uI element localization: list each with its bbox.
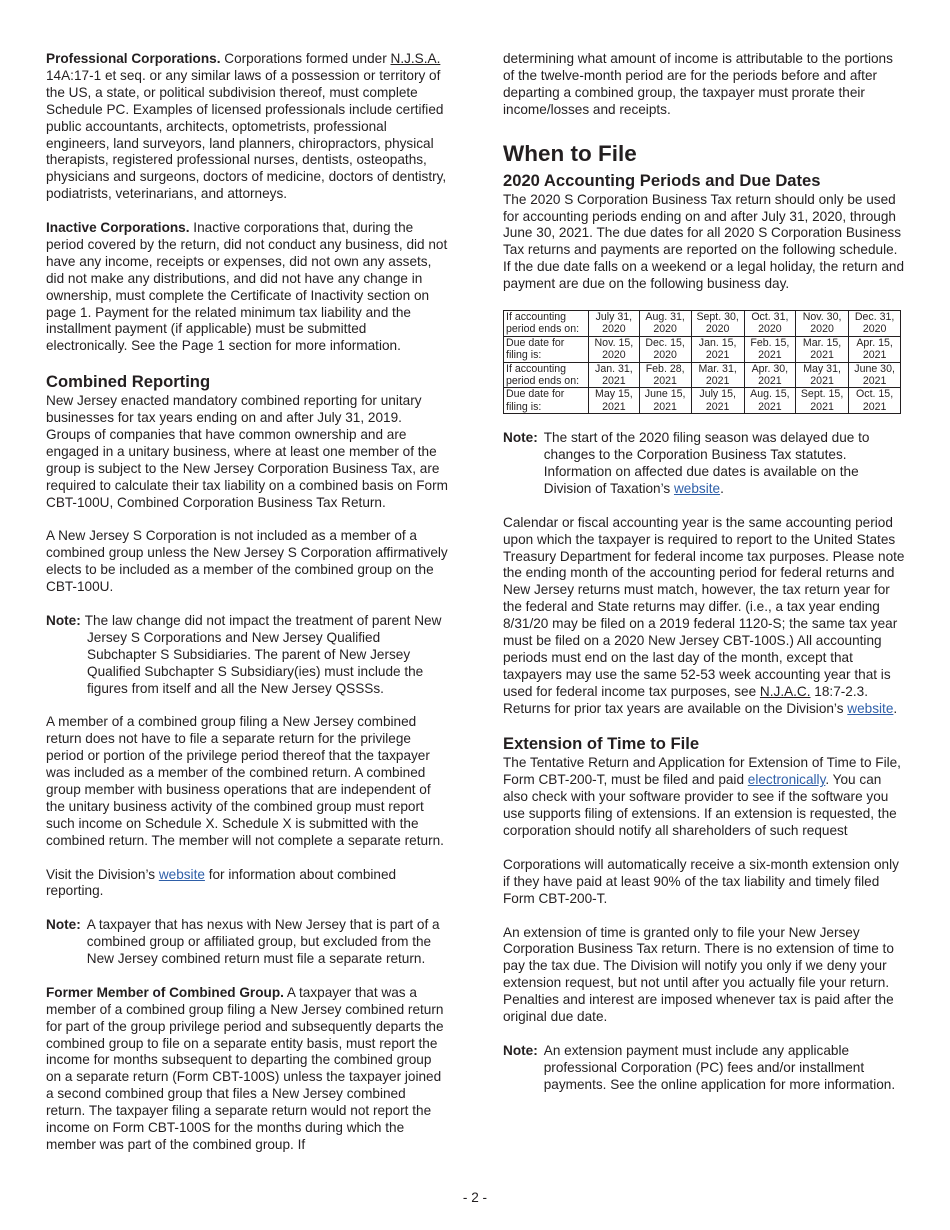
note-label: Note:	[46, 612, 81, 628]
combined-reporting-website-link[interactable]: website	[158, 866, 205, 882]
combined-reporting-paragraph-2: A New Jersey S Corporation is not included as a member of a combined group unless the New Jersey S Corporation affirmatively elects to be included as a member of the combined group on the CBT-100U.	[46, 528, 448, 595]
table-row	[504, 310, 901, 336]
continued-paragraph: determining what amount of income is attributable to the portions of the twelve-month period are for the periods before and after departing a combined group, the taxpayer must prorate their income/losses and receipts.	[503, 51, 893, 117]
table-cell: Oct. 31, 2020	[744, 310, 795, 336]
extension-paragraph-2: Corporations will automatically receive a six-month extension only if they have paid at least 90% of the tax liability and timely filed Form CBT-200-T.	[503, 856, 899, 906]
when-to-file-heading: When to File	[503, 140, 637, 166]
note-text: An extension payment must include any applicable professional Corporation (PC) fees and/or installment payments. See the online application for more information.	[543, 1042, 896, 1092]
calendar-fiscal-paragraph: Calendar or fiscal accounting year is the same accounting period upon which the taxpayer is required to report to the United States Treasury Department for federal income tax purposes. Please note the ending month of the accounting period for federal returns and New Jersey returns must match, however, the tax return year for the federal and State returns may differ. (i.e., a tax year ending 8/31/20 may be filed on a 2019 federal 1120-S; the same tax year must be filed on a 2020 New Jersey CBT-100S.) All accounting periods must end on the last day of the month, except that taxpayers may use the same 52-53 week accounting year that is used for federal income tax purposes, see N.J.A.C. 18:7-2.3. Returns for prior tax years are available on the Division’s website.	[503, 514, 905, 716]
professional-corporations-paragraph: Professional Corporations. Corporations formed under N.J.S.A. 14A:17-1 et seq. or any similar laws of a possession or territory of the US, a state, or political subdivision thereof, must complete Schedule PC. Examples of licensed professionals include certified public accountants, architects, optometrists, professional engineers, land surveyors, land planners, chiropractors, physical therapists, registered professional nurses, dentists, osteopaths, physicians and surgeons, doctors of medicine, doctors of dentistry, podiatrists, veterinarians, and attorneys.	[46, 51, 447, 202]
table-row-label: If accounting period ends on:	[504, 362, 589, 388]
note-label: Note:	[46, 917, 81, 933]
table-cell: June 30, 2021	[849, 362, 901, 388]
table-cell: Nov. 15, 2020	[589, 336, 640, 362]
table-row-label: If accounting period ends on:	[504, 310, 589, 336]
njac-reference: N.J.A.C.	[759, 683, 811, 699]
accounting-periods-paragraph: The 2020 S Corporation Business Tax return should only be used for accounting periods ending on and after July 31, 2020, through June 30, 2021. The due dates for all 2020 S Corporation Business Tax returns and payments are reported on the following schedule. If the due date falls on a weekend or a legal holiday, the return and payment are due on the following business day.	[503, 191, 905, 292]
page-number: - 2 -	[462, 1190, 488, 1205]
due-dates-table	[503, 310, 901, 414]
combined-reporting-paragraph-1: New Jersey enacted mandatory combined reporting for unitary businesses for tax years ending on and after July 31, 2019. Groups of companies that have common ownership and are engaged in a unitary business, where at least one member of the group is subject to the New Jersey Corporation Business Tax, are required to calculate their tax liability on a combined basis on Form CBT-100U, Combined Corporation Business Tax Return.	[46, 393, 448, 510]
note-text: A taxpayer that has nexus with New Jersey that is part of a combined group or affiliated group, but excluded from the New Jersey combined return must file a separate return.	[86, 917, 440, 967]
table-cell: Feb. 15, 2021	[744, 336, 795, 362]
njsa-reference: N.J.S.A.	[390, 51, 441, 66]
table-cell: Dec. 15, 2020	[639, 336, 691, 362]
note-label: Note:	[503, 1042, 538, 1058]
table-cell: May 15, 2021	[589, 388, 640, 414]
prior-years-website-link[interactable]: website	[847, 700, 894, 716]
accounting-periods-heading: 2020 Accounting Periods and Due Dates	[503, 170, 821, 190]
table-cell: Feb. 28, 2021	[639, 362, 691, 388]
table-cell: Apr. 30, 2021	[744, 362, 795, 388]
table-cell: Aug. 31, 2020	[639, 310, 691, 336]
note-extension-payment	[503, 1043, 905, 1094]
table-cell: Oct. 15, 2021	[849, 388, 901, 414]
left-column	[46, 51, 448, 1171]
note-text: The start of the 2020 filing season was delayed due to changes to the Corporation Business Tax statutes. Information on affected due dates is available on the Division of Taxation’s website.	[543, 430, 870, 496]
table-cell: Nov. 30, 2020	[795, 310, 848, 336]
table-cell: Apr. 15, 2021	[849, 336, 901, 362]
inactive-corporations-paragraph: Inactive Corporations. Inactive corporations that, during the period covered by the return, did not conduct any business, did not have any income, receipts or expenses, did not own any assets, did not make any distributions, and did not have any change in ownership, must complete the Certificate of Inactivity section on page 1. Payment for the related minimum tax liability and the installment payment (if applicable) must be submitted electronically. See the Page 1 section for more information.	[46, 220, 448, 354]
filing-season-website-link[interactable]: website	[673, 480, 721, 496]
extension-paragraph-1: The Tentative Return and Application for Extension of Time to File, Form CBT-200-T, must be filed and paid electronically. You can also check with your software provider to see if the software you use supports filing of extensions. If an extension is requested, the corporation should notify all shareholders of such request	[503, 755, 901, 839]
visit-division-paragraph: Visit the Division’s website for information about combined reporting.	[46, 866, 397, 899]
table-cell: Jan. 15, 2021	[691, 336, 744, 362]
table-cell: Aug. 15, 2021	[744, 388, 795, 414]
note-law-change	[46, 613, 448, 698]
professional-corporations-heading: Professional Corporations.	[46, 51, 221, 66]
electronically-link[interactable]: electronically	[747, 772, 826, 788]
former-member-paragraph: Former Member of Combined Group. A taxpayer that was a member of a combined group filing a New Jersey combined return for part of the group privilege period and subsequently departs the combined group to file on a separate entity basis, must report the income for months subsequent to departing the combined group on a separate return (Form CBT-100S) unless the taxpayer joined a second combined group that files a New Jersey combined return. The taxpayer filing a separate return would not report the income on Form CBT-100S for the months during which the member was part of the combined group. If	[46, 984, 444, 1152]
note-label: Note:	[503, 430, 538, 446]
table-cell: June 15, 2021	[639, 388, 691, 414]
table-cell: Sept. 30, 2020	[691, 310, 744, 336]
table-cell: Mar. 31, 2021	[691, 362, 744, 388]
extension-paragraph-3: An extension of time is granted only to file your New Jersey Corporation Business Tax return. There is no extension of time to pay the tax due. The Division will notify you only if we deny your extension request, but not until after you actually file your return. Penalties and interest are imposed whenever tax is paid after the original due date.	[503, 924, 894, 1025]
table-row	[504, 362, 901, 388]
table-cell: Jan. 31, 2021	[589, 362, 640, 388]
table-cell: July 15, 2021	[691, 388, 744, 414]
note-text: The law change did not impact the treatment of parent New Jersey S Corporations and New Jersey Qualified Subchapter S Subsidiaries. The parent of New Jersey Qualified Subchapter S Subsidiary(ies) must include the figures from itself and all the New Jersey QSSSs.	[84, 612, 442, 696]
inactive-corporations-heading: Inactive Corporations.	[46, 220, 190, 236]
table-cell: July 31, 2020	[589, 310, 640, 336]
table-row-label: Due date for filing is:	[504, 388, 589, 414]
table-cell: Mar. 15, 2021	[795, 336, 848, 362]
table-cell: Dec. 31, 2020	[849, 310, 901, 336]
table-row	[504, 388, 901, 414]
former-member-heading: Former Member of Combined Group.	[46, 984, 284, 1000]
note-nexus	[46, 917, 448, 968]
extension-heading: Extension of Time to File	[503, 734, 700, 754]
combined-reporting-paragraph-3: A member of a combined group filing a New Jersey combined return does not have to file a separate return for the privilege period or portion of the privilege period thereof that the taxpayer was included as a member of the combined return. A combined group member with business operations that are independent of the unitary business activity of the combined group must report such income on Schedule X. Schedule X is submitted with the combined return. The member will not complete a separate return.	[46, 714, 444, 848]
table-row	[504, 336, 901, 362]
table-cell: Sept. 15, 2021	[795, 388, 848, 414]
combined-reporting-heading: Combined Reporting	[46, 372, 211, 392]
note-filing-season	[503, 430, 905, 498]
table-cell: May 31, 2021	[795, 362, 848, 388]
right-column	[503, 51, 905, 1110]
table-row-label: Due date for filing is:	[504, 336, 589, 362]
